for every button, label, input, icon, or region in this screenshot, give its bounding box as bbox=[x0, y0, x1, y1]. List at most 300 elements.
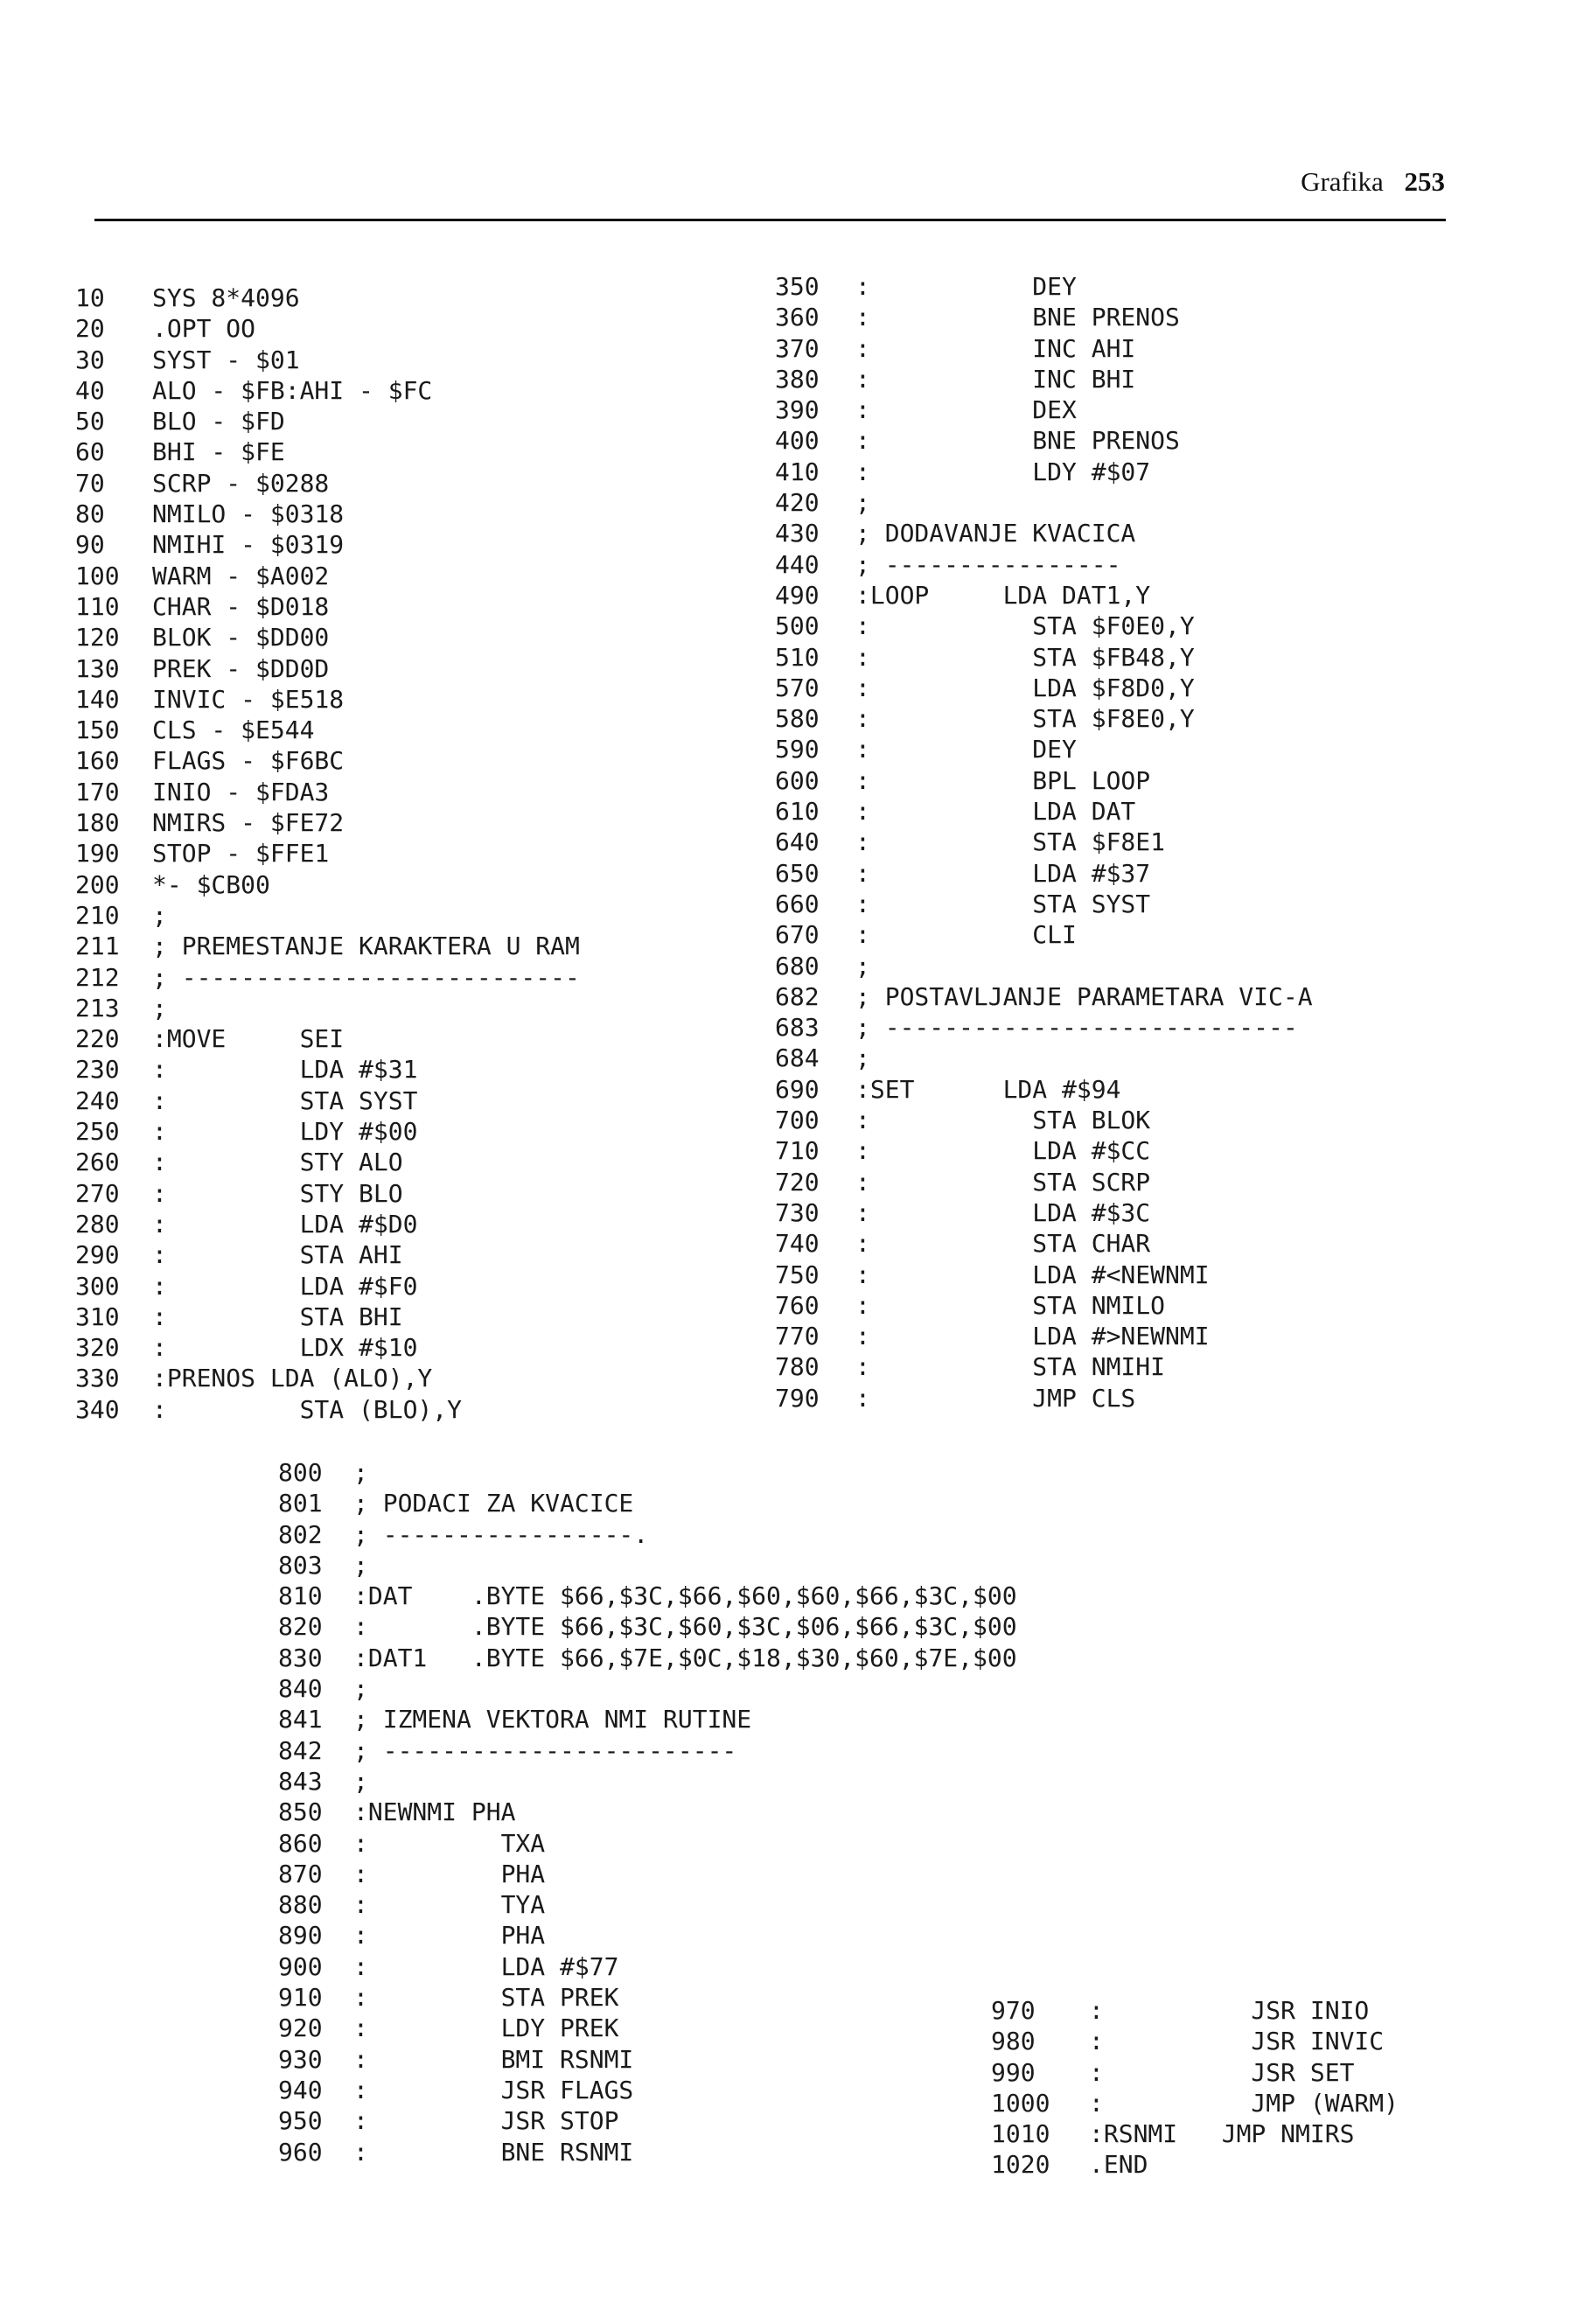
line-code: NMIHI - $0319 bbox=[152, 530, 345, 560]
code-line bbox=[278, 2075, 1017, 2105]
line-code: : INC BHI bbox=[855, 364, 1136, 394]
line-code: : JMP (WARM) bbox=[1089, 2088, 1399, 2118]
line-code: ALO - $FB:AHI - $FC bbox=[152, 375, 433, 405]
line-number: 683 bbox=[775, 1013, 820, 1043]
code-line bbox=[278, 1704, 1017, 1734]
line-number: 580 bbox=[775, 704, 820, 734]
line-number: 900 bbox=[278, 1951, 323, 1981]
code-line bbox=[775, 703, 1313, 734]
line-number: 240 bbox=[75, 1085, 120, 1115]
line-number: 940 bbox=[278, 2075, 323, 2104]
line-number: 340 bbox=[75, 1394, 120, 1424]
code-line bbox=[75, 1239, 580, 1270]
line-number: 670 bbox=[775, 920, 820, 950]
line-code: ; bbox=[353, 1766, 368, 1796]
line-code: ; bbox=[353, 1458, 368, 1487]
code-line bbox=[75, 1178, 580, 1209]
line-code: ; POSTAVLJANJE PARAMETARA VIC-A bbox=[855, 981, 1313, 1011]
line-code: ; ---------------------------- bbox=[855, 1013, 1298, 1043]
line-code: : LDX #$10 bbox=[152, 1333, 418, 1363]
line-code: ; ---------------- bbox=[855, 549, 1121, 579]
line-code: : JSR INVIC bbox=[1089, 2027, 1385, 2056]
line-code: SYS 8*4096 bbox=[152, 283, 300, 312]
line-number: 400 bbox=[775, 426, 820, 456]
line-number: 760 bbox=[775, 1290, 820, 1320]
code-line bbox=[278, 1611, 1017, 1642]
line-number: 290 bbox=[75, 1240, 120, 1270]
line-code: BLO - $FD bbox=[152, 407, 285, 436]
code-line bbox=[278, 1581, 1017, 1611]
code-line bbox=[278, 1951, 1017, 1982]
line-number: 690 bbox=[775, 1074, 820, 1104]
line-number: 990 bbox=[991, 2057, 1036, 2087]
code-line bbox=[775, 1197, 1313, 1228]
line-number: 682 bbox=[775, 981, 820, 1011]
chapter-title: Grafika bbox=[1301, 166, 1384, 197]
line-number: 700 bbox=[775, 1106, 820, 1135]
line-code: : LDA #$D0 bbox=[152, 1209, 418, 1239]
line-number: 320 bbox=[75, 1333, 120, 1363]
line-code: : STA PREK bbox=[353, 1983, 619, 2013]
code-line bbox=[775, 611, 1313, 641]
line-code: : BNE PRENOS bbox=[855, 303, 1180, 332]
line-number: 410 bbox=[775, 457, 820, 486]
code-line bbox=[75, 1085, 580, 1116]
line-number: 20 bbox=[75, 314, 105, 344]
line-code: : CLI bbox=[855, 920, 1077, 950]
line-code: STOP - $FFE1 bbox=[152, 839, 330, 869]
line-number: 510 bbox=[775, 642, 820, 672]
line-code: ; -----------------. bbox=[353, 1519, 649, 1549]
code-line bbox=[991, 1995, 1399, 2026]
line-number: 150 bbox=[75, 715, 120, 745]
line-number: 970 bbox=[991, 1996, 1036, 2025]
line-code: : STA $F8E1 bbox=[855, 827, 1166, 857]
line-number: 920 bbox=[278, 2013, 323, 2043]
line-number: 220 bbox=[75, 1024, 120, 1054]
line-code: ; bbox=[152, 900, 167, 930]
code-line bbox=[775, 487, 1313, 518]
line-number: 740 bbox=[775, 1229, 820, 1259]
code-line bbox=[775, 673, 1313, 703]
line-number: 212 bbox=[75, 962, 120, 992]
line-code: : INC AHI bbox=[855, 333, 1136, 363]
header-rule bbox=[94, 219, 1446, 221]
line-number: 190 bbox=[75, 839, 120, 869]
line-number: 490 bbox=[775, 580, 820, 610]
line-code: ; PREMESTANJE KARAKTERA U RAM bbox=[152, 932, 580, 961]
code-line bbox=[75, 869, 580, 900]
code-listing-right bbox=[775, 271, 1313, 1413]
line-code: : LDA #$77 bbox=[353, 1951, 619, 1981]
line-number: 890 bbox=[278, 1921, 323, 1951]
code-line bbox=[775, 951, 1313, 981]
line-number: 10 bbox=[75, 283, 105, 312]
line-code: : STA BHI bbox=[152, 1302, 403, 1331]
line-number: 650 bbox=[775, 858, 820, 888]
code-line bbox=[775, 1167, 1313, 1197]
code-line bbox=[775, 518, 1313, 548]
line-code: : BNE RSNMI bbox=[353, 2137, 634, 2167]
line-code: ; bbox=[353, 1550, 368, 1580]
line-code: : LDA #<NEWNMI bbox=[855, 1260, 1210, 1289]
line-code: : DEY bbox=[855, 735, 1077, 764]
code-line bbox=[278, 1519, 1017, 1550]
code-line bbox=[278, 1488, 1017, 1518]
line-number: 300 bbox=[75, 1271, 120, 1301]
line-number: 850 bbox=[278, 1797, 323, 1827]
code-line bbox=[75, 375, 580, 406]
line-code: : PHA bbox=[353, 1859, 546, 1888]
line-number: 230 bbox=[75, 1055, 120, 1085]
line-number: 1000 bbox=[991, 2088, 1050, 2118]
line-number: 910 bbox=[278, 1983, 323, 2013]
code-line bbox=[75, 993, 580, 1023]
code-line bbox=[278, 1673, 1017, 1704]
line-code: : BNE PRENOS bbox=[855, 426, 1180, 456]
code-line bbox=[775, 457, 1313, 487]
code-line bbox=[75, 561, 580, 591]
line-number: 211 bbox=[75, 932, 120, 961]
line-code: : JSR STOP bbox=[353, 2106, 619, 2136]
code-line bbox=[775, 1228, 1313, 1259]
line-number: 500 bbox=[775, 611, 820, 641]
line-code: :DAT1 .BYTE $66,$7E,$0C,$18,$30,$60,$7E,$00 bbox=[353, 1643, 1017, 1672]
code-line bbox=[278, 2013, 1017, 2043]
line-code: CHAR - $D018 bbox=[152, 591, 330, 621]
line-code: : BPL LOOP bbox=[855, 765, 1151, 795]
code-line bbox=[75, 1147, 580, 1177]
code-line bbox=[75, 591, 580, 622]
line-number: 250 bbox=[75, 1117, 120, 1147]
line-number: 860 bbox=[278, 1828, 323, 1858]
line-number: 90 bbox=[75, 530, 105, 560]
code-line bbox=[775, 796, 1313, 827]
line-number: 140 bbox=[75, 684, 120, 714]
line-number: 843 bbox=[278, 1766, 323, 1796]
line-number: 842 bbox=[278, 1735, 323, 1765]
line-code: : STA NMILO bbox=[855, 1290, 1166, 1320]
line-number: 270 bbox=[75, 1178, 120, 1208]
code-line bbox=[75, 622, 580, 653]
line-code: ; bbox=[152, 993, 167, 1022]
code-line bbox=[75, 529, 580, 560]
line-code: : STA $F0E0,Y bbox=[855, 611, 1195, 641]
code-line bbox=[775, 394, 1313, 425]
code-line bbox=[775, 734, 1313, 764]
line-number: 213 bbox=[75, 993, 120, 1022]
line-number: 820 bbox=[278, 1612, 323, 1642]
line-number: 960 bbox=[278, 2137, 323, 2167]
code-line bbox=[75, 1271, 580, 1302]
code-line bbox=[775, 549, 1313, 580]
code-line bbox=[75, 745, 580, 776]
line-code: ; bbox=[353, 1674, 368, 1704]
code-line bbox=[775, 1383, 1313, 1413]
line-code: INVIC - $E518 bbox=[152, 684, 345, 714]
line-number: 390 bbox=[775, 395, 820, 425]
code-line bbox=[278, 1828, 1017, 1859]
line-code: : DEY bbox=[855, 272, 1077, 301]
line-number: 130 bbox=[75, 653, 120, 683]
line-code: : DEX bbox=[855, 395, 1077, 425]
line-code: ; bbox=[855, 1043, 870, 1073]
code-line bbox=[278, 1643, 1017, 1673]
line-code: SYST - $01 bbox=[152, 345, 300, 374]
code-line bbox=[278, 1766, 1017, 1797]
line-code: : JSR SET bbox=[1089, 2057, 1355, 2087]
line-number: 360 bbox=[775, 303, 820, 332]
line-code: : STA $F8E0,Y bbox=[855, 704, 1195, 734]
line-code: :PRENOS LDA (ALO),Y bbox=[152, 1364, 433, 1393]
code-listing-bottom bbox=[278, 1457, 1017, 2167]
line-code: : .BYTE $66,$3C,$60,$3C,$06,$66,$3C,$00 bbox=[353, 1612, 1017, 1642]
line-code: : STA (BLO),Y bbox=[152, 1394, 463, 1424]
line-number: 800 bbox=[278, 1458, 323, 1487]
line-number: 803 bbox=[278, 1550, 323, 1580]
code-line bbox=[75, 1363, 580, 1393]
line-code: *- $CB00 bbox=[152, 869, 270, 899]
line-number: 710 bbox=[775, 1136, 820, 1166]
line-code: : LDA #>NEWNMI bbox=[855, 1322, 1210, 1351]
code-line bbox=[775, 1105, 1313, 1135]
line-number: 440 bbox=[775, 549, 820, 579]
code-line bbox=[75, 1209, 580, 1239]
line-code: : LDA #$31 bbox=[152, 1055, 418, 1085]
line-code: SCRP - $0288 bbox=[152, 468, 330, 498]
line-code: : PHA bbox=[353, 1921, 546, 1951]
code-line bbox=[775, 1321, 1313, 1351]
line-number: 160 bbox=[75, 746, 120, 776]
line-code: : TXA bbox=[353, 1828, 546, 1858]
line-code: :SET LDA #$94 bbox=[855, 1074, 1121, 1104]
line-number: 280 bbox=[75, 1209, 120, 1239]
code-line bbox=[278, 1859, 1017, 1889]
line-number: 100 bbox=[75, 561, 120, 590]
code-line bbox=[775, 1074, 1313, 1105]
code-line bbox=[75, 653, 580, 684]
line-number: 950 bbox=[278, 2106, 323, 2136]
line-number: 880 bbox=[278, 1890, 323, 1920]
line-number: 930 bbox=[278, 2044, 323, 2074]
code-line bbox=[775, 364, 1313, 394]
line-code: : STA $FB48,Y bbox=[855, 642, 1195, 672]
line-number: 1020 bbox=[991, 2150, 1050, 2180]
line-number: 1010 bbox=[991, 2119, 1050, 2149]
code-line bbox=[278, 2105, 1017, 2136]
line-number: 200 bbox=[75, 869, 120, 899]
line-number: 684 bbox=[775, 1043, 820, 1073]
line-code: PREK - $DD0D bbox=[152, 653, 330, 683]
code-line bbox=[75, 499, 580, 529]
line-code: : STY ALO bbox=[152, 1148, 403, 1177]
line-code: : LDA #$3C bbox=[855, 1197, 1151, 1227]
line-code: : LDA #$F0 bbox=[152, 1271, 418, 1301]
line-code: : STA AHI bbox=[152, 1240, 403, 1270]
line-code: :NEWNMI PHA bbox=[353, 1797, 516, 1827]
line-code: :MOVE SEI bbox=[152, 1024, 345, 1054]
code-line bbox=[775, 271, 1313, 302]
code-line bbox=[75, 406, 580, 436]
code-line bbox=[775, 919, 1313, 950]
code-line bbox=[775, 889, 1313, 919]
code-line bbox=[75, 345, 580, 375]
code-line bbox=[75, 1116, 580, 1147]
line-code: : STY BLO bbox=[152, 1178, 403, 1208]
code-line bbox=[991, 2057, 1399, 2088]
line-number: 640 bbox=[775, 827, 820, 857]
line-code: ; bbox=[855, 488, 870, 518]
line-code: : STA NMIHI bbox=[855, 1352, 1166, 1382]
line-number: 680 bbox=[775, 951, 820, 981]
line-code: CLS - $E544 bbox=[152, 715, 315, 745]
line-code: ; PODACI ZA KVACICE bbox=[353, 1489, 634, 1518]
code-line bbox=[775, 765, 1313, 796]
code-line bbox=[278, 1982, 1017, 2013]
line-number: 370 bbox=[775, 333, 820, 363]
code-line bbox=[75, 1302, 580, 1332]
line-number: 720 bbox=[775, 1167, 820, 1197]
line-number: 80 bbox=[75, 499, 105, 529]
line-code: ; bbox=[855, 951, 870, 981]
code-line bbox=[75, 1023, 580, 1054]
line-code: ; --------------------------- bbox=[152, 962, 580, 992]
code-line bbox=[75, 1394, 580, 1425]
code-line bbox=[775, 858, 1313, 889]
code-line bbox=[75, 436, 580, 467]
code-line bbox=[278, 1457, 1017, 1488]
line-code: BLOK - $DD00 bbox=[152, 623, 330, 653]
code-line bbox=[991, 2118, 1399, 2149]
line-number: 790 bbox=[775, 1383, 820, 1413]
line-number: 590 bbox=[775, 735, 820, 764]
line-number: 570 bbox=[775, 673, 820, 702]
code-line bbox=[775, 333, 1313, 364]
code-line bbox=[75, 684, 580, 715]
code-line bbox=[278, 1550, 1017, 1581]
line-code: ; ------------------------ bbox=[353, 1735, 737, 1765]
code-line bbox=[775, 1290, 1313, 1321]
code-line bbox=[775, 981, 1313, 1012]
line-code: ; IZMENA VEKTORA NMI RUTINE bbox=[353, 1705, 752, 1734]
code-line bbox=[775, 1351, 1313, 1382]
line-number: 380 bbox=[775, 364, 820, 394]
line-number: 841 bbox=[278, 1705, 323, 1734]
line-number: 610 bbox=[775, 797, 820, 827]
line-number: 430 bbox=[775, 519, 820, 548]
line-code: : LDY #$07 bbox=[855, 457, 1151, 486]
line-code: NMILO - $0318 bbox=[152, 499, 345, 529]
page-number: 253 bbox=[1404, 166, 1445, 197]
line-code: : JSR INIO bbox=[1089, 1996, 1370, 2025]
line-code: INIO - $FDA3 bbox=[152, 777, 330, 806]
line-number: 40 bbox=[75, 375, 105, 405]
line-number: 750 bbox=[775, 1260, 820, 1289]
code-line bbox=[991, 2026, 1399, 2056]
line-number: 810 bbox=[278, 1581, 323, 1611]
line-number: 180 bbox=[75, 808, 120, 838]
code-line bbox=[75, 283, 580, 313]
line-number: 30 bbox=[75, 345, 105, 374]
line-number: 60 bbox=[75, 437, 105, 467]
code-line bbox=[75, 931, 580, 961]
code-line bbox=[775, 302, 1313, 332]
line-code: WARM - $A002 bbox=[152, 561, 330, 590]
code-line bbox=[75, 313, 580, 344]
line-code: : STA BLOK bbox=[855, 1106, 1151, 1135]
code-line bbox=[991, 2088, 1399, 2118]
line-code: :DAT .BYTE $66,$3C,$66,$60,$60,$66,$3C,$00 bbox=[353, 1581, 1017, 1611]
code-line bbox=[75, 1332, 580, 1363]
line-number: 840 bbox=[278, 1674, 323, 1704]
code-line bbox=[75, 838, 580, 869]
line-number: 260 bbox=[75, 1148, 120, 1177]
line-code: : TYA bbox=[353, 1890, 546, 1920]
code-line bbox=[278, 1920, 1017, 1951]
line-number: 801 bbox=[278, 1489, 323, 1518]
line-code: ; DODAVANJE KVACICA bbox=[855, 519, 1136, 548]
line-code: : LDA #$37 bbox=[855, 858, 1151, 888]
line-code: NMIRS - $FE72 bbox=[152, 808, 345, 838]
code-line bbox=[991, 2149, 1399, 2180]
code-line bbox=[775, 642, 1313, 673]
code-line bbox=[278, 1735, 1017, 1766]
line-number: 780 bbox=[775, 1352, 820, 1382]
code-line bbox=[75, 807, 580, 838]
line-code: : LDA $F8D0,Y bbox=[855, 673, 1195, 702]
line-number: 730 bbox=[775, 1197, 820, 1227]
line-number: 830 bbox=[278, 1643, 323, 1672]
line-code: : LDA #$CC bbox=[855, 1136, 1151, 1166]
line-number: 70 bbox=[75, 468, 105, 498]
line-number: 770 bbox=[775, 1322, 820, 1351]
line-number: 350 bbox=[775, 272, 820, 301]
line-code: : JMP CLS bbox=[855, 1383, 1136, 1413]
line-number: 802 bbox=[278, 1519, 323, 1549]
line-number: 170 bbox=[75, 777, 120, 806]
line-code: : LDY PREK bbox=[353, 2013, 619, 2043]
line-code: : STA SYST bbox=[152, 1085, 418, 1115]
line-number: 330 bbox=[75, 1364, 120, 1393]
code-line bbox=[75, 1054, 580, 1085]
code-line bbox=[278, 2137, 1017, 2167]
code-line bbox=[75, 962, 580, 993]
code-line bbox=[278, 2044, 1017, 2075]
code-line bbox=[775, 1043, 1313, 1073]
line-code: : STA SYST bbox=[855, 889, 1151, 918]
code-line bbox=[278, 1797, 1017, 1827]
code-line bbox=[775, 1012, 1313, 1043]
code-line bbox=[75, 900, 580, 931]
code-line bbox=[278, 1889, 1017, 1920]
line-number: 110 bbox=[75, 591, 120, 621]
code-line bbox=[75, 468, 580, 499]
code-line bbox=[775, 1260, 1313, 1290]
line-number: 870 bbox=[278, 1859, 323, 1888]
line-number: 660 bbox=[775, 889, 820, 918]
line-code: BHI - $FE bbox=[152, 437, 285, 467]
code-line bbox=[775, 1135, 1313, 1166]
line-number: 420 bbox=[775, 488, 820, 518]
line-code: : LDY #$00 bbox=[152, 1117, 418, 1147]
line-code: : STA SCRP bbox=[855, 1167, 1151, 1197]
line-code: :LOOP LDA DAT1,Y bbox=[855, 580, 1151, 610]
line-number: 120 bbox=[75, 623, 120, 653]
code-line bbox=[75, 715, 580, 745]
line-code: :RSNMI JMP NMIRS bbox=[1089, 2119, 1355, 2149]
line-code: .OPT OO bbox=[152, 314, 256, 344]
line-code: FLAGS - $F6BC bbox=[152, 746, 345, 776]
